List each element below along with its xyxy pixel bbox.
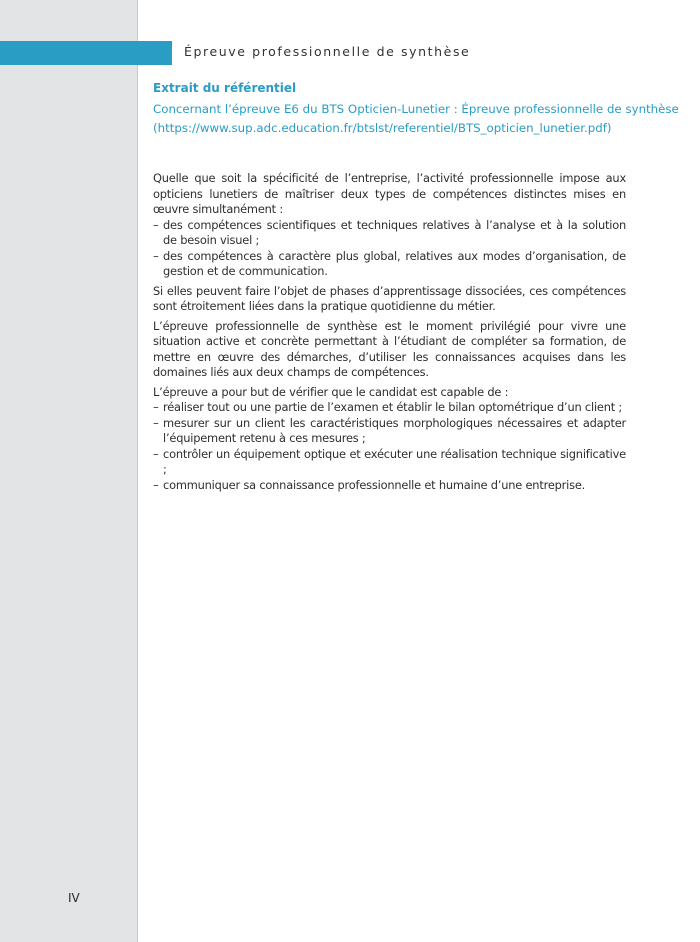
goal-list xyxy=(153,400,626,493)
running-header-title: Épreuve professionnelle de synthèse xyxy=(184,44,471,59)
list-item: – mesurer sur un client les caractéristiques morphologiques nécessaires et adapter l’équipement retenu à ces mesures ; xyxy=(153,415,626,445)
extract-source-line: Concernant l’épreuve E6 du BTS Opticien-Lunetier : Épreuve professionnelle de synthèse xyxy=(153,102,679,116)
list-item: – des compétences à caractère plus global, relatives aux modes d’organisation, de gestion et de communication. xyxy=(153,248,626,278)
header-accent-band xyxy=(0,41,172,65)
paragraph-3: L’épreuve professionnelle de synthèse est le moment privilégié pour vivre une situation active et concrète permettant à l’étudiant de compléter sa formation, de mettre en œuvre des démarches, d’utiliser les connaissances acquises dans les domaines liés aux deux champs de compétences. xyxy=(153,318,626,379)
list-item: – contrôler un équipement optique et exécuter une réalisation technique significative ; xyxy=(153,446,626,476)
extract-heading: Extrait du référentiel xyxy=(153,81,297,95)
goal-intro: L’épreuve a pour but de vérifier que le candidat est capable de : xyxy=(153,384,509,399)
body-text xyxy=(153,171,626,493)
intro-paragraph: Quelle que soit la spécificité de l’entreprise, l’activité professionnelle impose aux opticiens lunetiers de maîtriser deux types de compétences distinctes mises en œuvre simultanément : xyxy=(153,171,626,216)
competence-list xyxy=(153,218,626,280)
page-content xyxy=(153,79,679,497)
page-margin-sidebar xyxy=(0,0,138,942)
paragraph-2: Si elles peuvent faire l’objet de phases d’apprentissage dissociées, ces compétences sont étroitement liées dans la pratique quotidienne du métier. xyxy=(153,283,626,313)
extract-source-url: (https://www.sup.adc.education.fr/btslst/referentiel/BTS_opticien_lunetier.pdf) xyxy=(153,121,612,135)
page-number: IV xyxy=(68,891,80,905)
list-item: – réaliser tout ou une partie de l’examen et établir le bilan optométrique d’un client ; xyxy=(153,400,623,414)
list-item: – communiquer sa connaissance professionnelle et humaine d’une entreprise. xyxy=(153,477,586,492)
list-item: – des compétences scientifiques et techniques relatives à l’analyse et à la solution de besoin visuel ; xyxy=(153,217,626,247)
